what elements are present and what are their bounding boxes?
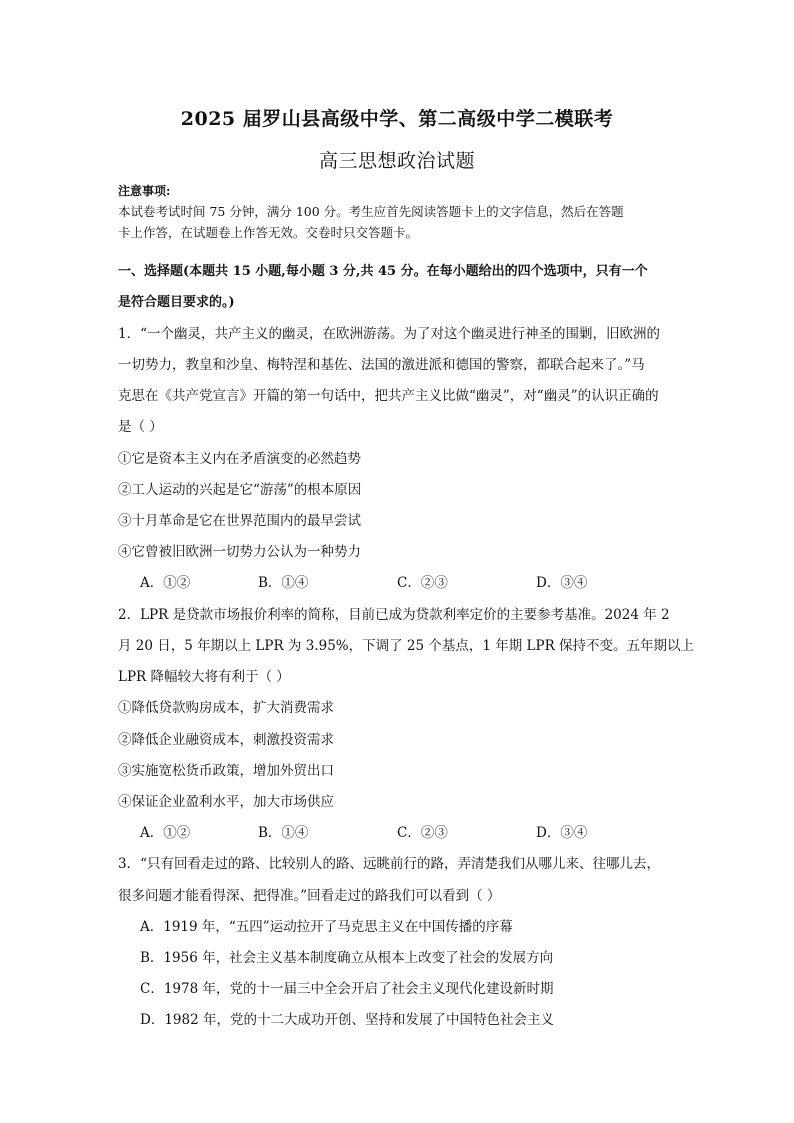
exam-subtitle: 高三思想政治试题 [318, 150, 475, 172]
notice-heading: 注意事项: [118, 184, 171, 198]
q1-option-b[interactable]: B．①④ [258, 575, 309, 591]
section-heading-line: 是符合题目要求的。) [118, 295, 235, 310]
notice-body [118, 201, 678, 243]
q1-stem-line: 1．“一个幽灵，共产主义的幽灵，在欧洲游荡。为了对这个幽灵进行神圣的围剿，旧欧洲的 [118, 326, 660, 342]
q1-item: ①它是资本主义内在矛盾演变的必然趋势 [118, 451, 361, 467]
q3-option-c[interactable]: C．1978 年，党的十一届三中全会开启了社会主义现代化建设新时期 [140, 981, 554, 997]
q1-stem-line: 是（ ） [118, 419, 163, 435]
q2-stem-line: 2．LPR 是贷款市场报价利率的简称，目前已成为贷款利率定价的主要参考基准。2024 年 2 [118, 607, 670, 623]
q1-item: ③十月革命是它在世界范围内的最早尝试 [118, 513, 361, 529]
q3-option-b[interactable]: B．1956 年，社会主义基本制度确立从根本上改变了社会的发展方向 [140, 950, 554, 966]
q2-option-c[interactable]: C．②③ [397, 825, 448, 841]
q2-item: ①降低贷款购房成本，扩大消费需求 [118, 700, 334, 716]
q2-item: ②降低企业融资成本，刺激投资需求 [118, 732, 334, 748]
q2-stem-line: 月 20 日，5 年期以上 LPR 为 3.95%，下调了 25 个基点，1 年期 LPR 保持不变。五年期以上 [118, 638, 695, 654]
q3-stem-line: 很多问题才能看得深、把得准。”回看走过的路我们可以看到（ ） [118, 888, 501, 904]
q2-option-a[interactable]: A．①② [140, 825, 191, 841]
q1-item: ④它曾被旧欧洲一切势力公认为一种势力 [118, 544, 361, 560]
q1-item: ②工人运动的兴起是它“游荡”的根本原因 [118, 482, 362, 498]
q2-option-d[interactable]: D．③④ [536, 825, 588, 841]
q2-option-b[interactable]: B．①④ [258, 825, 309, 841]
q1-option-a[interactable]: A．①② [140, 575, 191, 591]
notice-line: 本试卷考试时间 75 分钟，满分 100 分。考生应首先阅读答题卡上的文字信息，然后在答题 [118, 204, 624, 219]
q1-stem-line: 一切势力，教皇和沙皇、梅特涅和基佐、法国的激进派和德国的警察，都联合起来了。”马 [118, 357, 645, 373]
q2-item: ④保证企业盈利水平，加大市场供应 [118, 794, 334, 810]
q3-option-d[interactable]: D．1982 年，党的十二大成功开创、坚持和发展了中国特色社会主义 [140, 1012, 554, 1028]
q3-stem-line: 3．“只有回看走过的路、比较别人的路、远眺前行的路，弄清楚我们从哪儿来、往哪儿去， [118, 856, 660, 872]
section-heading-line: 一、选择题(本题共 15 小题,每小题 3 分,共 45 分。在每小题给出的四个选项中，只有一个 [118, 264, 648, 279]
q1-option-c[interactable]: C．②③ [397, 575, 448, 591]
q1-stem-line: 克思在《共产党宣言》开篇的第一句话中，把共产主义比做“幽灵”，对“幽灵”的认识正确的 [118, 388, 659, 404]
notice-line: 卡上作答，在试题卷上作答无效。交卷时只交答题卡。 [118, 225, 419, 240]
q2-stem-line: LPR 降幅较大将有利于（ ） [118, 669, 290, 685]
exam-title: 2025 届罗山县高级中学、第二高级中学二模联考 [180, 108, 614, 130]
q2-item: ③实施宽松货币政策，增加外贸出口 [118, 763, 334, 779]
q1-option-d[interactable]: D．③④ [536, 575, 588, 591]
q3-option-a[interactable]: A．1919 年，“五四”运动拉开了马克思主义在中国传播的序幕 [140, 919, 513, 935]
section-heading [118, 256, 688, 318]
